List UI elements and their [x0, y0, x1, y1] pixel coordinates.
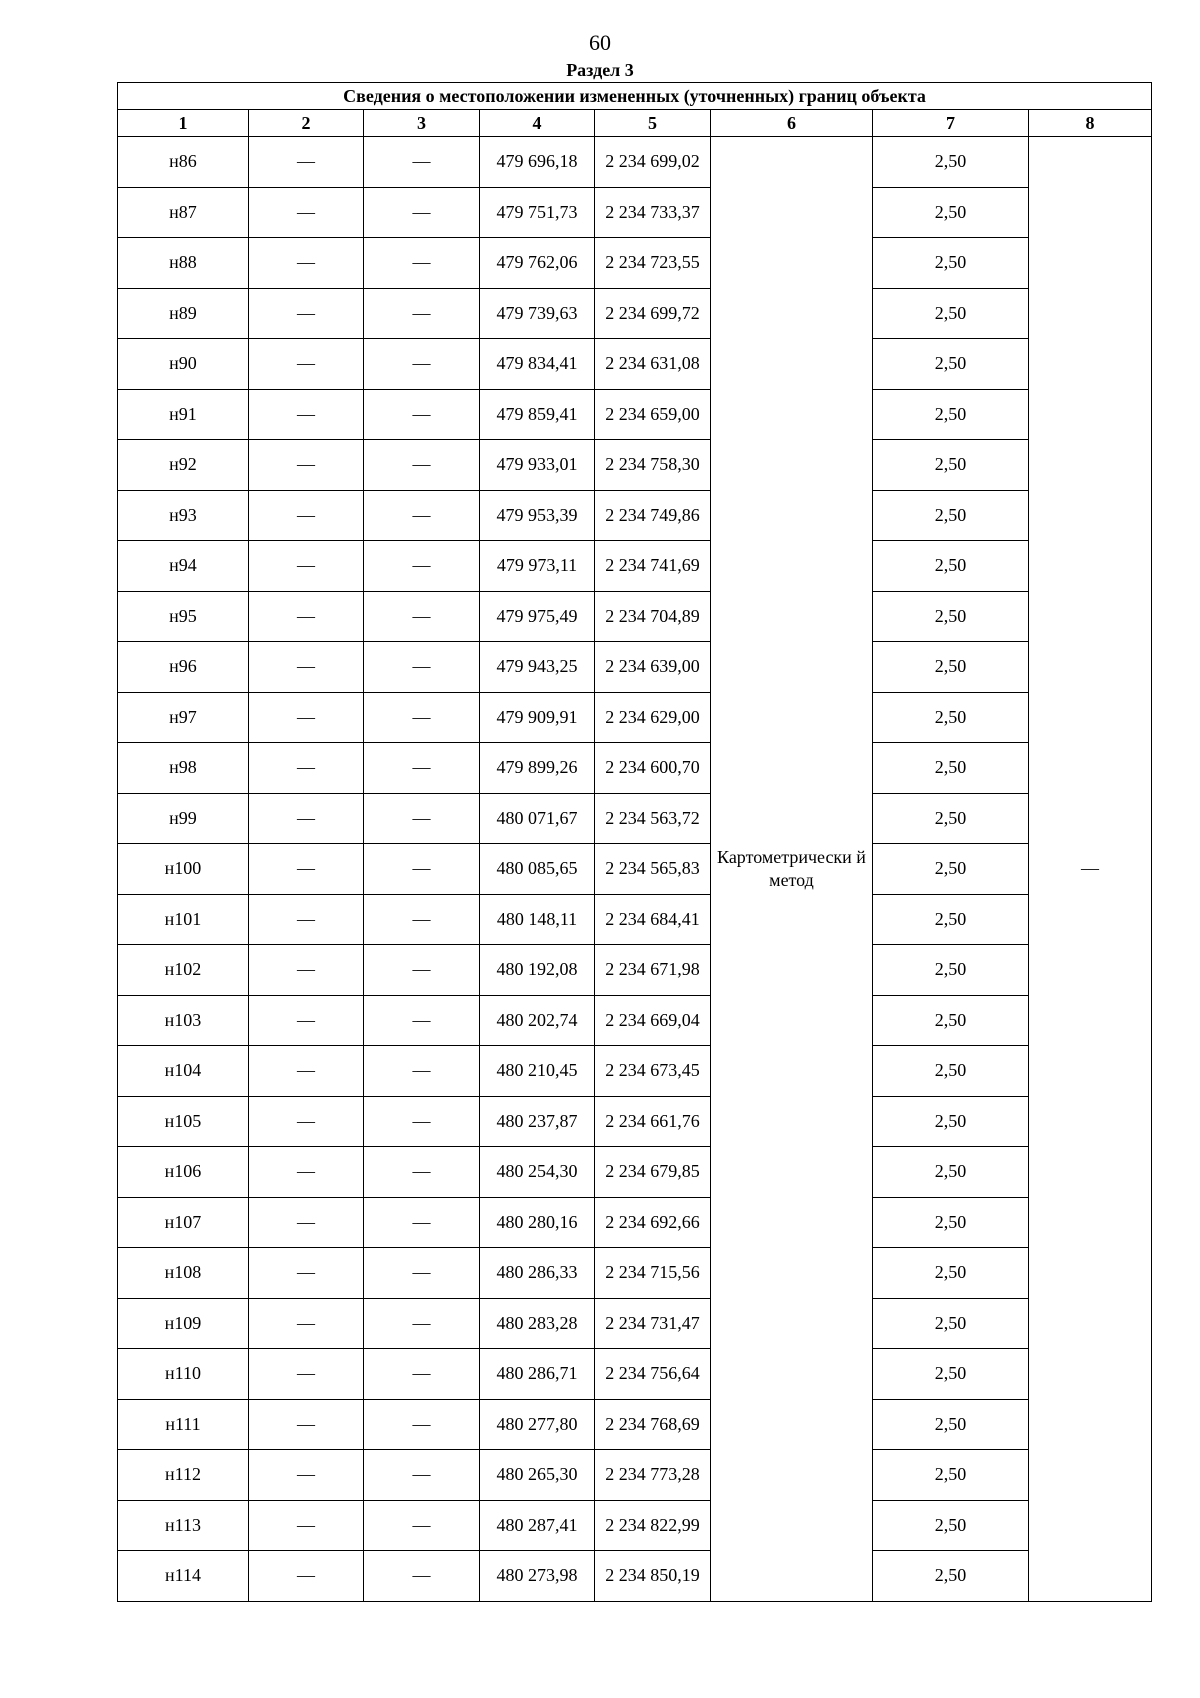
accuracy-cell: 2,50 — [873, 1046, 1029, 1097]
point-cell: н112 — [118, 1450, 249, 1501]
column2-cell: — — [249, 1500, 364, 1551]
page-number: 60 — [589, 30, 611, 55]
table-row — [118, 894, 1152, 945]
table-row — [118, 1248, 1152, 1299]
column3-cell: — — [364, 1046, 480, 1097]
column2-cell: — — [249, 1298, 364, 1349]
column2-cell: — — [249, 1197, 364, 1248]
column2-cell: — — [249, 1248, 364, 1299]
x-coordinate-cell: 479 953,39 — [480, 490, 595, 541]
point-cell: н110 — [118, 1349, 249, 1400]
column2-cell: — — [249, 793, 364, 844]
table-caption-row — [118, 83, 1152, 110]
table-row — [118, 1046, 1152, 1097]
column3-cell: — — [364, 490, 480, 541]
column3-cell: — — [364, 591, 480, 642]
table-row — [118, 793, 1152, 844]
column3-cell: — — [364, 692, 480, 743]
accuracy-cell: 2,50 — [873, 187, 1029, 238]
column2-cell: — — [249, 1349, 364, 1400]
x-coordinate-cell: 480 287,41 — [480, 1500, 595, 1551]
x-coordinate-cell: 479 696,18 — [480, 137, 595, 188]
point-cell: н104 — [118, 1046, 249, 1097]
y-coordinate-cell: 2 234 749,86 — [595, 490, 711, 541]
table-row — [118, 1298, 1152, 1349]
table-row — [118, 692, 1152, 743]
point-cell: н102 — [118, 945, 249, 996]
y-coordinate-cell: 2 234 563,72 — [595, 793, 711, 844]
x-coordinate-cell: 479 975,49 — [480, 591, 595, 642]
column2-cell: — — [249, 187, 364, 238]
table-row — [118, 1197, 1152, 1248]
table-caption: Сведения о местоположении измененных (уточненных) границ объекта — [118, 83, 1152, 110]
column3-cell: — — [364, 1551, 480, 1602]
table-row — [118, 389, 1152, 440]
accuracy-cell: 2,50 — [873, 1399, 1029, 1450]
accuracy-cell: 2,50 — [873, 137, 1029, 188]
point-cell: н89 — [118, 288, 249, 339]
point-cell: н101 — [118, 894, 249, 945]
column2-cell: — — [249, 642, 364, 693]
point-cell: н107 — [118, 1197, 249, 1248]
table-row — [118, 591, 1152, 642]
column2-cell: — — [249, 945, 364, 996]
column2-cell: — — [249, 1450, 364, 1501]
accuracy-cell: 2,50 — [873, 1500, 1029, 1551]
column2-cell: — — [249, 844, 364, 895]
column3-cell: — — [364, 743, 480, 794]
column3-cell: — — [364, 1248, 480, 1299]
table-row — [118, 490, 1152, 541]
y-coordinate-cell: 2 234 758,30 — [595, 440, 711, 491]
x-coordinate-cell: 480 148,11 — [480, 894, 595, 945]
point-cell: н114 — [118, 1551, 249, 1602]
accuracy-cell: 2,50 — [873, 995, 1029, 1046]
column3-cell: — — [364, 137, 480, 188]
point-cell: н92 — [118, 440, 249, 491]
y-coordinate-cell: 2 234 699,72 — [595, 288, 711, 339]
x-coordinate-cell: 479 909,91 — [480, 692, 595, 743]
y-coordinate-cell: 2 234 692,66 — [595, 1197, 711, 1248]
x-coordinate-cell: 479 859,41 — [480, 389, 595, 440]
accuracy-cell: 2,50 — [873, 288, 1029, 339]
column3-cell: — — [364, 793, 480, 844]
y-coordinate-cell: 2 234 699,02 — [595, 137, 711, 188]
column2-cell: — — [249, 692, 364, 743]
column3-cell: — — [364, 1298, 480, 1349]
column3-cell: — — [364, 288, 480, 339]
point-cell: н91 — [118, 389, 249, 440]
column2-cell: — — [249, 1046, 364, 1097]
x-coordinate-cell: 479 751,73 — [480, 187, 595, 238]
accuracy-cell: 2,50 — [873, 642, 1029, 693]
column2-cell: — — [249, 1147, 364, 1198]
column2-cell: — — [249, 238, 364, 289]
x-coordinate-cell: 479 943,25 — [480, 642, 595, 693]
boundary-coordinates-table — [117, 82, 1152, 1602]
table-row — [118, 945, 1152, 996]
y-coordinate-cell: 2 234 850,19 — [595, 1551, 711, 1602]
point-cell: н100 — [118, 844, 249, 895]
x-coordinate-cell: 479 739,63 — [480, 288, 595, 339]
table-row — [118, 440, 1152, 491]
column3-cell: — — [364, 1450, 480, 1501]
table-row — [118, 288, 1152, 339]
x-coordinate-cell: 480 280,16 — [480, 1197, 595, 1248]
table-row — [118, 995, 1152, 1046]
y-coordinate-cell: 2 234 731,47 — [595, 1298, 711, 1349]
x-coordinate-cell: 479 834,41 — [480, 339, 595, 390]
column3-cell: — — [364, 945, 480, 996]
x-coordinate-cell: 480 283,28 — [480, 1298, 595, 1349]
column-header-3: 3 — [364, 110, 480, 137]
x-coordinate-cell: 480 286,33 — [480, 1248, 595, 1299]
point-cell: н88 — [118, 238, 249, 289]
accuracy-cell: 2,50 — [873, 894, 1029, 945]
column2-cell: — — [249, 137, 364, 188]
column3-cell: — — [364, 1096, 480, 1147]
point-cell: н99 — [118, 793, 249, 844]
y-coordinate-cell: 2 234 733,37 — [595, 187, 711, 238]
column2-cell: — — [249, 541, 364, 592]
column3-cell: — — [364, 187, 480, 238]
x-coordinate-cell: 480 273,98 — [480, 1551, 595, 1602]
table-row — [118, 339, 1152, 390]
column3-cell: — — [364, 1349, 480, 1400]
accuracy-cell: 2,50 — [873, 1197, 1029, 1248]
table-row — [118, 1147, 1152, 1198]
column-header-2: 2 — [249, 110, 364, 137]
table-row — [118, 743, 1152, 794]
y-coordinate-cell: 2 234 715,56 — [595, 1248, 711, 1299]
x-coordinate-cell: 479 973,11 — [480, 541, 595, 592]
column2-cell: — — [249, 288, 364, 339]
column3-cell: — — [364, 1147, 480, 1198]
accuracy-cell: 2,50 — [873, 1551, 1029, 1602]
table-row — [118, 541, 1152, 592]
table-row — [118, 1096, 1152, 1147]
accuracy-cell: 2,50 — [873, 1349, 1029, 1400]
y-coordinate-cell: 2 234 661,76 — [595, 1096, 711, 1147]
y-coordinate-cell: 2 234 631,08 — [595, 339, 711, 390]
column3-cell: — — [364, 1399, 480, 1450]
accuracy-cell: 2,50 — [873, 541, 1029, 592]
y-coordinate-cell: 2 234 600,70 — [595, 743, 711, 794]
point-cell: н109 — [118, 1298, 249, 1349]
column2-cell: — — [249, 591, 364, 642]
point-cell: н105 — [118, 1096, 249, 1147]
table-row — [118, 1349, 1152, 1400]
x-coordinate-cell: 480 286,71 — [480, 1349, 595, 1400]
y-coordinate-cell: 2 234 756,64 — [595, 1349, 711, 1400]
x-coordinate-cell: 480 202,74 — [480, 995, 595, 1046]
x-coordinate-cell: 480 254,30 — [480, 1147, 595, 1198]
column-header-8: 8 — [1029, 110, 1152, 137]
column-header-6: 6 — [711, 110, 873, 137]
column3-cell: — — [364, 844, 480, 895]
accuracy-cell: 2,50 — [873, 1450, 1029, 1501]
table-row — [118, 1500, 1152, 1551]
column2-cell: — — [249, 339, 364, 390]
point-cell: н94 — [118, 541, 249, 592]
x-coordinate-cell: 480 192,08 — [480, 945, 595, 996]
x-coordinate-cell: 480 265,30 — [480, 1450, 595, 1501]
column3-cell: — — [364, 1500, 480, 1551]
column2-cell: — — [249, 440, 364, 491]
y-coordinate-cell: 2 234 684,41 — [595, 894, 711, 945]
column-header-5: 5 — [595, 110, 711, 137]
accuracy-cell: 2,50 — [873, 389, 1029, 440]
method-cell: Картометрически й метод — [711, 137, 873, 1602]
y-coordinate-cell: 2 234 671,98 — [595, 945, 711, 996]
column2-cell: — — [249, 1399, 364, 1450]
column2-cell: — — [249, 743, 364, 794]
table-row — [118, 1450, 1152, 1501]
column-header-1: 1 — [118, 110, 249, 137]
x-coordinate-cell: 480 277,80 — [480, 1399, 595, 1450]
accuracy-cell: 2,50 — [873, 238, 1029, 289]
y-coordinate-cell: 2 234 629,00 — [595, 692, 711, 743]
y-coordinate-cell: 2 234 659,00 — [595, 389, 711, 440]
column3-cell: — — [364, 389, 480, 440]
point-cell: н97 — [118, 692, 249, 743]
y-coordinate-cell: 2 234 639,00 — [595, 642, 711, 693]
y-coordinate-cell: 2 234 723,55 — [595, 238, 711, 289]
point-cell: н86 — [118, 137, 249, 188]
table-body — [118, 137, 1152, 1602]
y-coordinate-cell: 2 234 768,69 — [595, 1399, 711, 1450]
x-coordinate-cell: 480 237,87 — [480, 1096, 595, 1147]
point-cell: н111 — [118, 1399, 249, 1450]
column3-cell: — — [364, 642, 480, 693]
y-coordinate-cell: 2 234 704,89 — [595, 591, 711, 642]
column-header-4: 4 — [480, 110, 595, 137]
column3-cell: — — [364, 541, 480, 592]
column2-cell: — — [249, 1096, 364, 1147]
accuracy-cell: 2,50 — [873, 692, 1029, 743]
y-coordinate-cell: 2 234 773,28 — [595, 1450, 711, 1501]
column-header-7: 7 — [873, 110, 1029, 137]
x-coordinate-cell: 479 933,01 — [480, 440, 595, 491]
accuracy-cell: 2,50 — [873, 793, 1029, 844]
column3-cell: — — [364, 238, 480, 289]
accuracy-cell: 2,50 — [873, 945, 1029, 996]
y-coordinate-cell: 2 234 741,69 — [595, 541, 711, 592]
x-coordinate-cell: 479 762,06 — [480, 238, 595, 289]
column3-cell: — — [364, 995, 480, 1046]
x-coordinate-cell: 480 085,65 — [480, 844, 595, 895]
column2-cell: — — [249, 490, 364, 541]
point-cell: н93 — [118, 490, 249, 541]
column2-cell: — — [249, 389, 364, 440]
y-coordinate-cell: 2 234 565,83 — [595, 844, 711, 895]
point-cell: н95 — [118, 591, 249, 642]
x-coordinate-cell: 480 210,45 — [480, 1046, 595, 1097]
x-coordinate-cell: 480 071,67 — [480, 793, 595, 844]
y-coordinate-cell: 2 234 679,85 — [595, 1147, 711, 1198]
column-header-row — [118, 110, 1152, 137]
accuracy-cell: 2,50 — [873, 844, 1029, 895]
point-cell: н90 — [118, 339, 249, 390]
accuracy-cell: 2,50 — [873, 591, 1029, 642]
column2-cell: — — [249, 995, 364, 1046]
y-coordinate-cell: 2 234 822,99 — [595, 1500, 711, 1551]
point-cell: н103 — [118, 995, 249, 1046]
table-row — [118, 1551, 1152, 1602]
point-cell: н106 — [118, 1147, 249, 1198]
column3-cell: — — [364, 1197, 480, 1248]
table-row — [118, 238, 1152, 289]
column2-cell: — — [249, 894, 364, 945]
table-row — [118, 137, 1152, 188]
accuracy-cell: 2,50 — [873, 440, 1029, 491]
table-row — [118, 844, 1152, 895]
column8-cell: — — [1029, 137, 1152, 1602]
point-cell: н113 — [118, 1500, 249, 1551]
y-coordinate-cell: 2 234 673,45 — [595, 1046, 711, 1097]
accuracy-cell: 2,50 — [873, 339, 1029, 390]
column2-cell: — — [249, 1551, 364, 1602]
column3-cell: — — [364, 894, 480, 945]
point-cell: н98 — [118, 743, 249, 794]
accuracy-cell: 2,50 — [873, 1096, 1029, 1147]
accuracy-cell: 2,50 — [873, 1147, 1029, 1198]
table-row — [118, 1399, 1152, 1450]
x-coordinate-cell: 479 899,26 — [480, 743, 595, 794]
point-cell: н96 — [118, 642, 249, 693]
section-title: Раздел 3 — [566, 60, 634, 80]
column3-cell: — — [364, 440, 480, 491]
table-row — [118, 187, 1152, 238]
point-cell: н108 — [118, 1248, 249, 1299]
table-row — [118, 642, 1152, 693]
accuracy-cell: 2,50 — [873, 1298, 1029, 1349]
accuracy-cell: 2,50 — [873, 1248, 1029, 1299]
accuracy-cell: 2,50 — [873, 490, 1029, 541]
y-coordinate-cell: 2 234 669,04 — [595, 995, 711, 1046]
point-cell: н87 — [118, 187, 249, 238]
accuracy-cell: 2,50 — [873, 743, 1029, 794]
column3-cell: — — [364, 339, 480, 390]
